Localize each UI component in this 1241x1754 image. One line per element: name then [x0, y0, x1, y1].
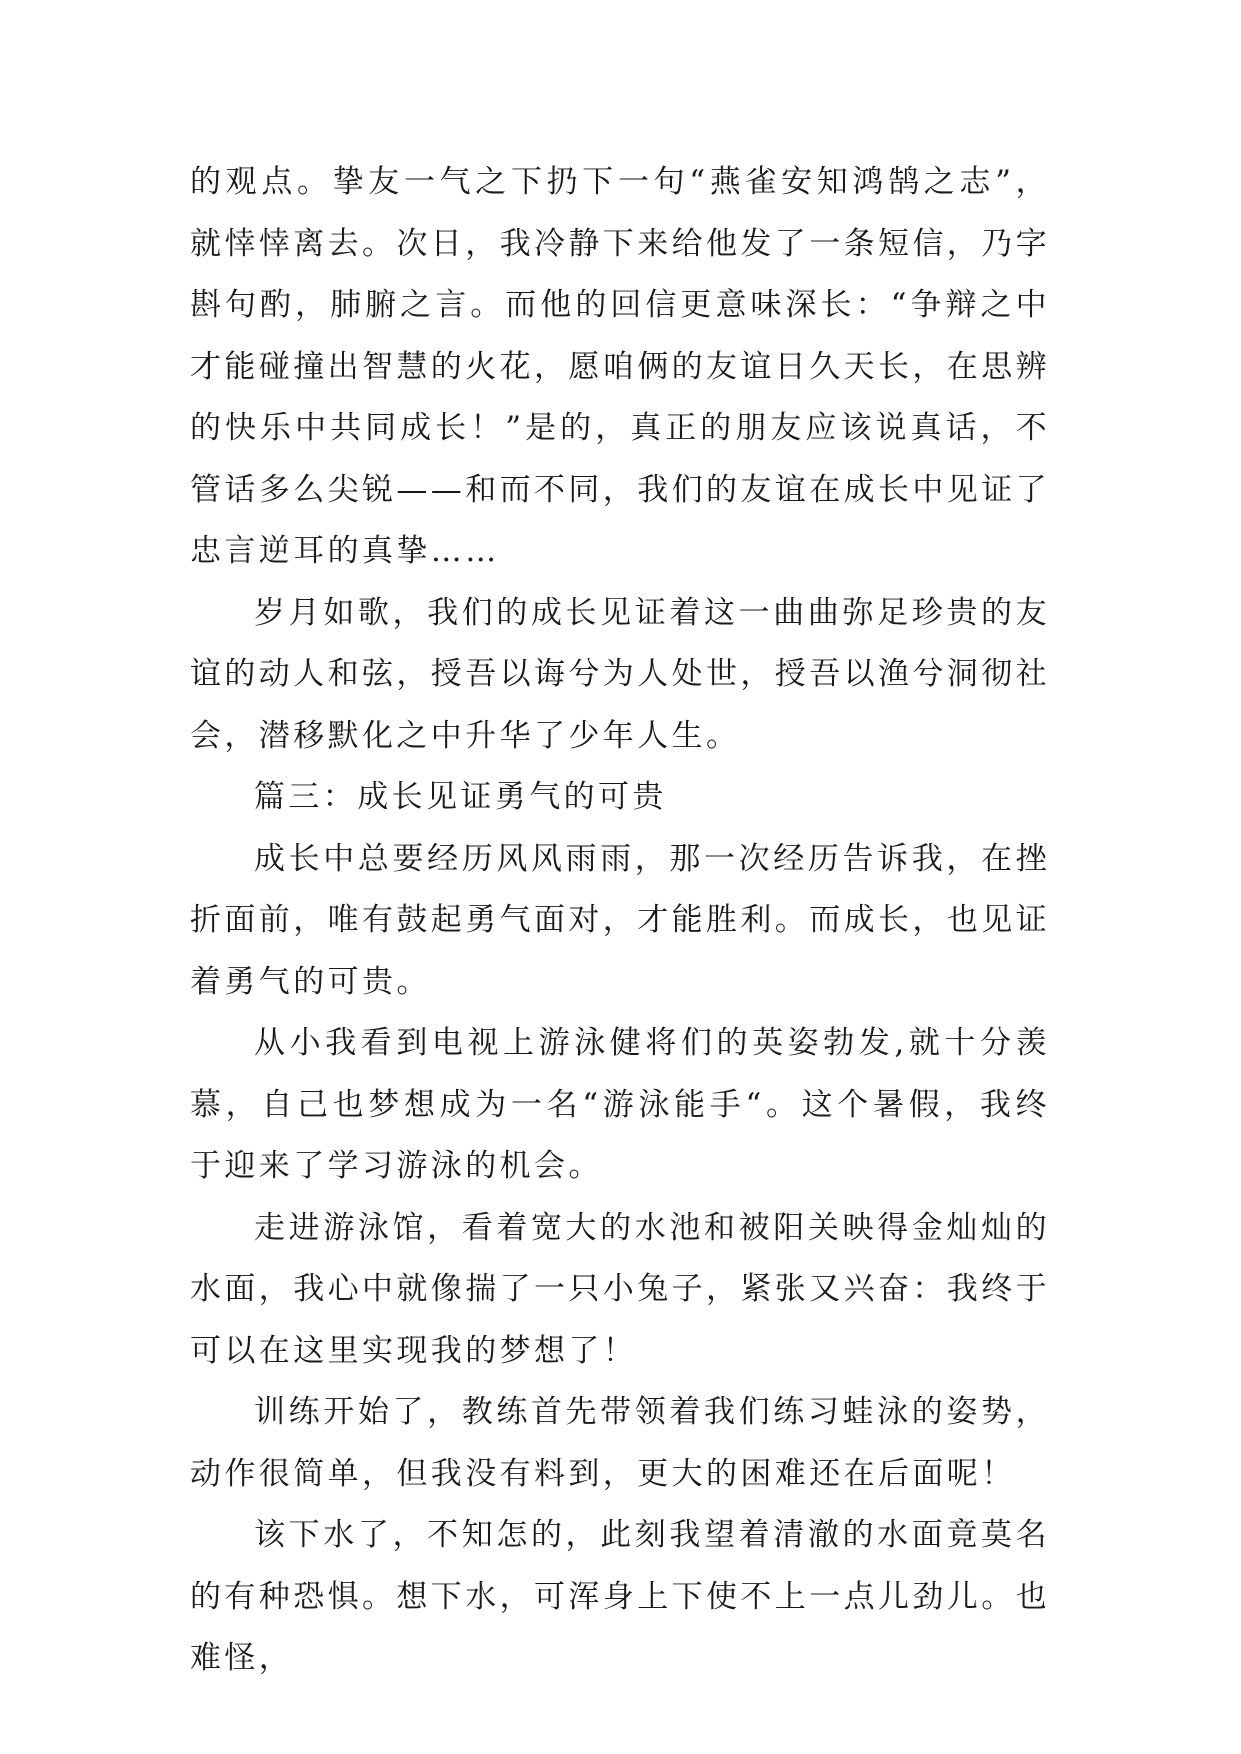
body-text [190, 152, 1050, 1690]
paragraph-continuation: 的观点。挚友一气之下扔下一句“燕雀安知鸿鹄之志”，就悻悻离去。次日，我冷静下来给他发了一条短信，乃字斟句酌，肺腑之言。而他的回信更意味深长：“争辩之中才能碰撞出智慧的火花，愿咱俩的友谊日久天长，在思辨的快乐中共同成长！”是的，真正的朋友应该说真话，不管话多么尖锐——和而不同，我们的友谊在成长中见证了忠言逆耳的真挚…… [190, 164, 1050, 569]
paragraph: 训练开始了，教练首先带领着我们练习蛙泳的姿势，动作很简单，但我没有料到，更大的困难还在后面呢！ [190, 1394, 1050, 1492]
paragraph: 走进游泳馆，看着宽大的水池和被阳关映得金灿灿的水面，我心中就像揣了一只小兔子，紧张又兴奋：我终于可以在这里实现我的梦想了！ [190, 1209, 1050, 1369]
paragraph: 岁月如歌，我们的成长见证着这一曲曲弥足珍贵的友谊的动人和弦，授吾以诲兮为人处世，授吾以渔兮洞彻社会，潜移默化之中升华了少年人生。 [190, 594, 1050, 754]
paragraph: 该下水了，不知怎的，此刻我望着清澈的水面竟莫名的有种恐惧。想下水，可浑身上下使不上一点儿劲儿。也难怪， [190, 1517, 1050, 1676]
paragraph: 成长中总要经历风风雨雨，那一次经历告诉我，在挫折面前，唯有鼓起勇气面对，才能胜利。而成长，也见证着勇气的可贵。 [190, 840, 1050, 1000]
section-heading: 篇三：成长见证勇气的可贵 [254, 779, 667, 815]
paragraph: 从小我看到电视上游泳健将们的英姿勃发,就十分羡慕，自己也梦想成为一名“游泳能手“。这个暑假，我终于迎来了学习游泳的机会。 [190, 1025, 1050, 1184]
